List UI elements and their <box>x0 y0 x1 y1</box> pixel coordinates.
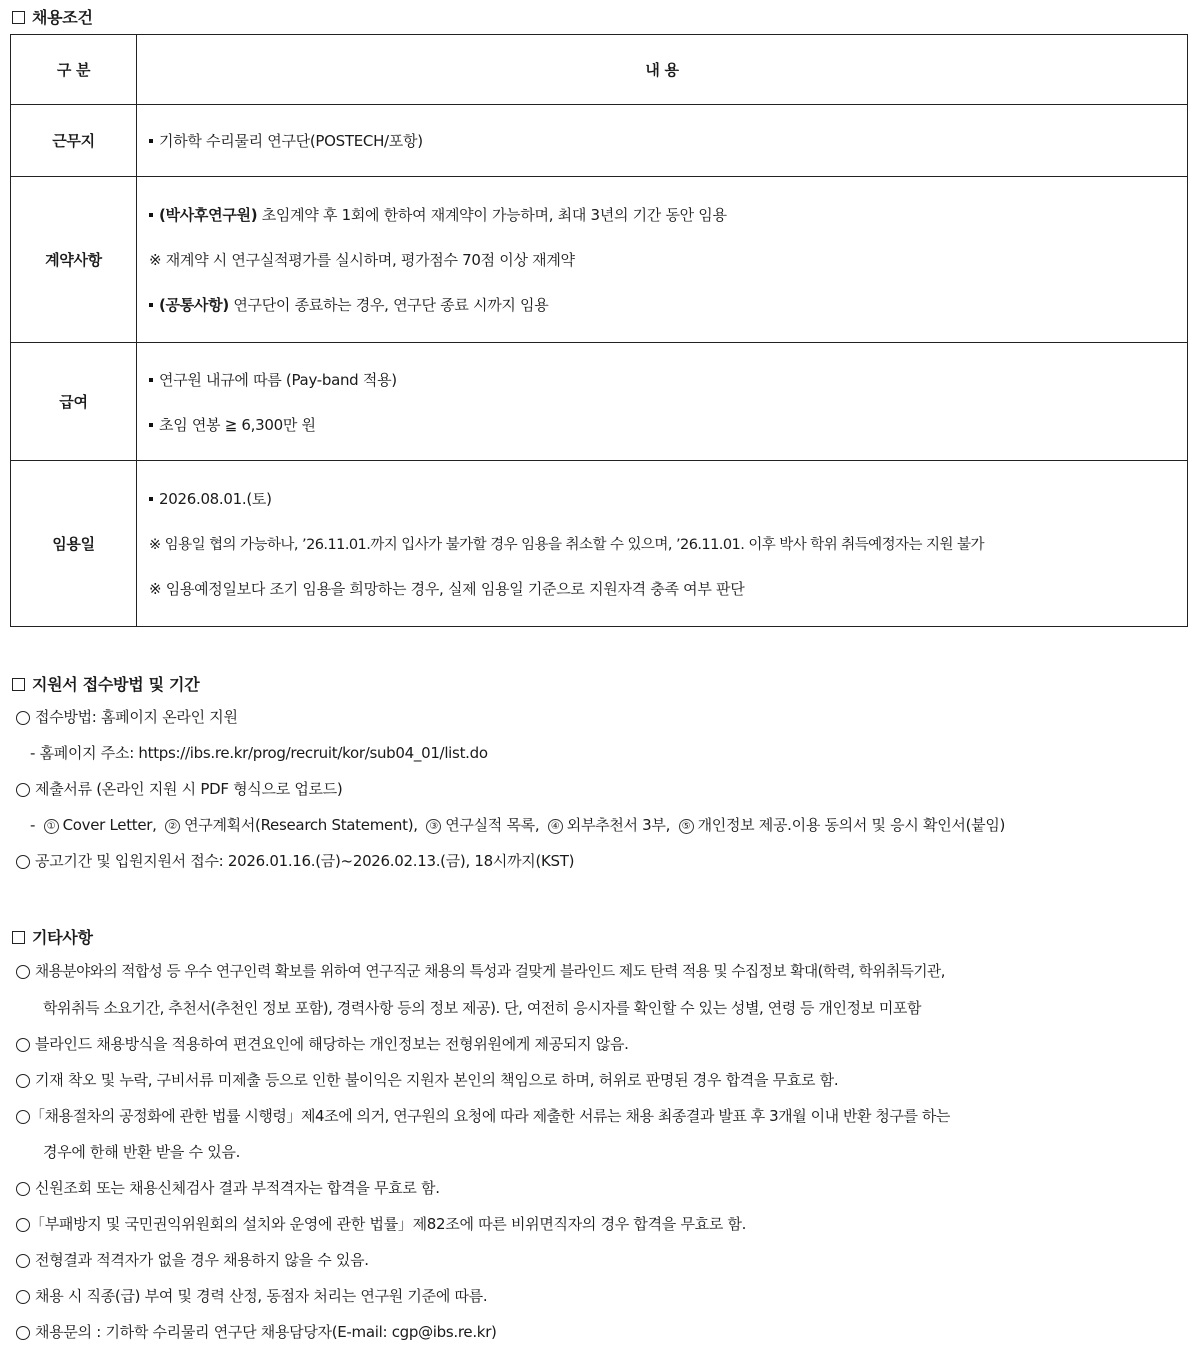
circle-bullet-icon <box>16 1074 30 1088</box>
contact-text: 채용문의 : 기하학 수리물리 연구단 채용담당자(E-mail: cgp@ibs.re.kr) <box>35 1323 497 1341</box>
circle-bullet-icon <box>16 783 30 797</box>
etc-item-text: 채용분야와의 적합성 등 우수 연구인력 확보를 위하여 연구직군 채용의 특성과 걸맞게 블라인드 제도 탄력 적용 및 수집정보 확대(학력, 학위취득기관, <box>35 963 945 980</box>
list-item <box>16 1033 1190 1055</box>
row-content-appointment <box>137 461 1188 627</box>
checkbox-square-icon <box>12 931 25 944</box>
section-title-etc <box>12 925 93 948</box>
checkbox-square-icon <box>12 11 25 24</box>
circle-bullet-icon <box>16 1110 30 1124</box>
line-text: ※ 임용일 협의 가능하나, ’26.11.01.까지 입사가 불가할 경우 임용을 취소할 수 있으며, ’26.11.01. 이후 박사 학위 취득예정자는 지원 불가 <box>149 537 984 553</box>
section-title-text: 채용조건 <box>32 8 93 27</box>
table-row <box>11 343 1188 461</box>
line-text: ※ 임용예정일보다 조기 임용을 희망하는 경우, 실제 임용일 기준으로 지원자격 충족 여부 판단 <box>149 580 745 598</box>
etc-item-text: 기재 착오 및 누락, 구비서류 미제출 등으로 인한 불이익은 지원자 본인의 책임으로 하며, 허위로 판명된 경우 합격을 무효로 함. <box>35 1071 839 1089</box>
apply-list <box>16 706 1190 872</box>
number-3-icon: ③ <box>426 819 441 834</box>
table-row <box>11 177 1188 343</box>
documents-text: 제출서류 (온라인 지원 시 PDF 형식으로 업로드) <box>35 780 343 798</box>
header-category: 구 분 <box>11 35 137 105</box>
doc-item-text: 외부추천서 3부, <box>566 816 675 834</box>
list-item <box>149 249 1187 270</box>
section-title-text: 지원서 접수방법 및 기간 <box>32 675 200 694</box>
line-text: 연구원 내규에 따름 (Pay-band 적용) <box>159 370 397 389</box>
period-text: 공고기간 및 입원지원서 접수: 2026.01.16.(금)~2026.02.13.(금), 18시까지(KST) <box>35 852 575 870</box>
row-content-contract <box>137 177 1188 343</box>
line-text: ※ 재계약 시 연구실적평가를 실시하며, 평가점수 70점 이상 재계약 <box>149 251 575 269</box>
list-item <box>149 488 1187 509</box>
circle-bullet-icon <box>16 1290 30 1304</box>
line-bold-text: (박사후연구원) <box>159 206 258 224</box>
list-item <box>16 1069 1190 1091</box>
square-bullet-icon <box>149 303 153 307</box>
etc-item-text: 「채용절차의 공정화에 관한 법률 시행령」제4조에 의거, 연구원의 요청에 따라 제출한 서류는 채용 최종결과 발표 후 3개월 이내 반환 청구를 하는 <box>30 1107 950 1125</box>
row-content-salary <box>137 343 1188 461</box>
list-item <box>16 961 1190 983</box>
section-title-conditions <box>12 5 93 28</box>
list-item <box>149 414 1187 435</box>
list-item <box>16 706 1190 728</box>
square-bullet-icon <box>149 497 153 501</box>
header-content: 내 용 <box>137 35 1188 105</box>
circle-bullet-icon <box>16 1038 30 1052</box>
number-4-icon: ④ <box>548 819 563 834</box>
list-item <box>16 1285 1190 1307</box>
row-label-workplace: 근무지 <box>11 105 137 177</box>
list-item <box>16 1321 1190 1343</box>
line-text: 기하학 수리물리 연구단(POSTECH/포항) <box>159 132 423 150</box>
table-row <box>11 105 1188 177</box>
doc-item-text: Cover Letter, <box>62 816 162 834</box>
square-bullet-icon <box>149 213 153 217</box>
homepage-url-text: - 홈페이지 주소: https://ibs.re.kr/prog/recruit/kor/sub04_01/list.do <box>30 744 488 762</box>
circle-bullet-icon <box>16 1182 30 1196</box>
etc-list <box>16 961 1190 1343</box>
number-5-icon: ⑤ <box>679 819 694 834</box>
row-label-contract: 계약사항 <box>11 177 137 343</box>
list-item <box>16 1105 1190 1127</box>
conditions-table <box>10 34 1188 627</box>
list-item <box>16 1213 1190 1235</box>
line-text: 2026.08.01.(토) <box>159 490 272 508</box>
checkbox-square-icon <box>12 678 25 691</box>
square-bullet-icon <box>149 139 153 143</box>
row-label-appointment: 임용일 <box>11 461 137 627</box>
doc-item-text: 연구실적 목록, <box>445 816 544 834</box>
list-item <box>149 369 1187 390</box>
list-item <box>16 850 1190 872</box>
section-title-apply <box>12 672 199 695</box>
circle-bullet-icon <box>16 1254 30 1268</box>
etc-item-text: 채용 시 직종(급) 부여 및 경력 산정, 동점자 처리는 연구원 기준에 따름. <box>35 1287 488 1305</box>
table-row <box>11 461 1188 627</box>
list-item <box>149 204 1187 225</box>
table-header-row <box>11 35 1188 105</box>
list-item <box>149 533 1187 554</box>
doc-item-text: 연구계획서(Research Statement), <box>184 816 423 834</box>
list-item <box>16 1141 1190 1163</box>
etc-item-text: 전형결과 적격자가 없을 경우 채용하지 않을 수 있음. <box>35 1251 369 1269</box>
line-text: 연구단이 종료하는 경우, 연구단 종료 시까지 임용 <box>228 296 549 314</box>
list-item <box>16 742 1190 764</box>
etc-item-text: 학위취득 소요기간, 추천서(추천인 정보 포함), 경력사항 등의 정보 제공). 단, 여전히 응시자를 확인할 수 있는 성별, 연령 등 개인정보 미포함 <box>43 999 922 1017</box>
doc-item-text: 개인정보 제공.이용 동의서 및 응시 확인서(붙임) <box>697 816 1006 834</box>
row-label-salary: 급여 <box>11 343 137 461</box>
list-item <box>149 130 1187 151</box>
list-item <box>149 578 1187 599</box>
list-item <box>16 997 1190 1019</box>
etc-item-text: 블라인드 채용방식을 적용하여 편견요인에 해당하는 개인정보는 전형위원에게 제공되지 않음. <box>35 1035 629 1053</box>
section-title-text: 기타사항 <box>32 928 93 947</box>
square-bullet-icon <box>149 378 153 382</box>
etc-item-text: 경우에 한해 반환 받을 수 있음. <box>43 1143 241 1161</box>
circle-bullet-icon <box>16 711 30 725</box>
circle-bullet-icon <box>16 1218 30 1232</box>
list-item <box>16 778 1190 800</box>
number-2-icon: ② <box>165 819 180 834</box>
doc-prefix: - <box>30 816 40 834</box>
list-item <box>16 1249 1190 1271</box>
etc-item-text: 신원조회 또는 채용신체검사 결과 부적격자는 합격을 무효로 함. <box>35 1179 440 1197</box>
circle-bullet-icon <box>16 855 30 869</box>
square-bullet-icon <box>149 423 153 427</box>
circle-bullet-icon <box>16 965 30 979</box>
apply-method-text: 접수방법: 홈페이지 온라인 지원 <box>35 708 238 726</box>
list-item <box>149 294 1187 315</box>
list-item <box>16 1177 1190 1199</box>
line-text: 초임 연봉 ≧ 6,300만 원 <box>159 415 316 434</box>
number-1-icon: ① <box>44 819 59 834</box>
row-content-workplace <box>137 105 1188 177</box>
line-bold-text: (공통사항) <box>159 296 229 314</box>
list-item <box>16 814 1190 836</box>
circle-bullet-icon <box>16 1326 30 1340</box>
line-text: 초임계약 후 1회에 한하여 재계약이 가능하며, 최대 3년의 기간 동안 임용 <box>257 206 727 224</box>
etc-item-text: 「부패방지 및 국민권익위원회의 설치와 운영에 관한 법률」제82조에 따른 비위면직자의 경우 합격을 무효로 함. <box>30 1215 747 1233</box>
